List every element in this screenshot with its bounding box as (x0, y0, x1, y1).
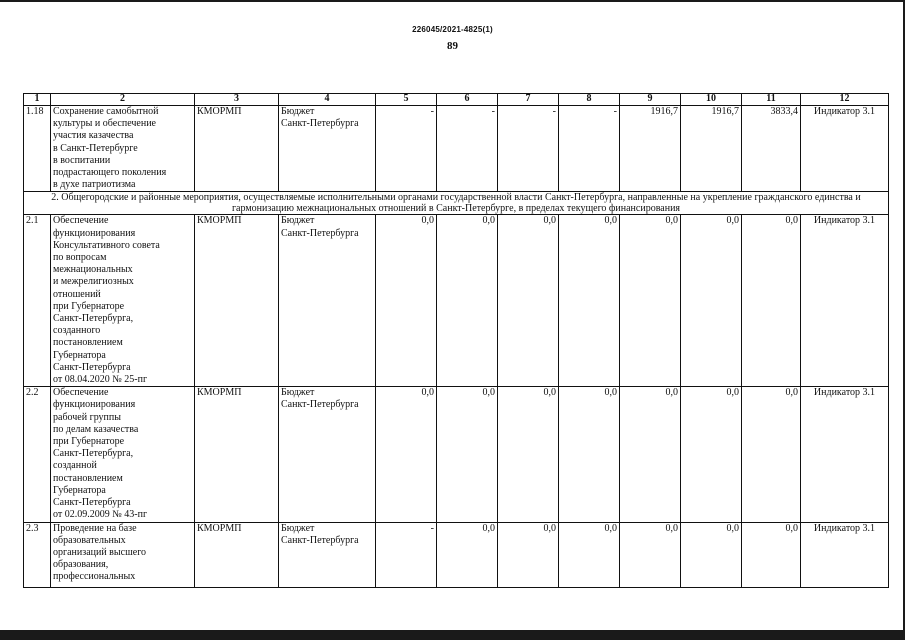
header-cell: 9 (620, 94, 681, 106)
value-col-8: 0,0 (559, 387, 620, 522)
value-col-10: 0,0 (681, 387, 742, 522)
item-executor: КМОРМП (195, 522, 279, 587)
item-executor: КМОРМП (195, 215, 279, 387)
header-cell: 5 (376, 94, 437, 106)
item-number: 2.2 (24, 387, 51, 522)
value-col-7: 0,0 (498, 387, 559, 522)
document-reference: 226045/2021-4825(1) (412, 25, 493, 34)
value-col-11: 0,0 (742, 215, 801, 387)
header-cell: 2 (51, 94, 195, 106)
value-col-8: 0,0 (559, 215, 620, 387)
header-cell: 7 (498, 94, 559, 106)
item-source: Бюджет Санкт-Петербурга (279, 215, 376, 387)
item-name: Обеспечение функционирования Консультативного совета по вопросам межнациональных и межрелигиозных отношений при Губернаторе Санкт-Петербурга, созданного постановлением Губернатора Санкт-Петербурга от 08.04.2020 № 25-пг (51, 215, 195, 387)
value-col-6: 0,0 (437, 522, 498, 587)
item-number: 2.3 (24, 522, 51, 587)
value-col-7: 0,0 (498, 522, 559, 587)
item-name: Сохранение самобытной культуры и обеспечение участия казачества в Санкт-Петербурге в воспитании подрастающего поколения в духе патриотизма (51, 106, 195, 192)
value-col-5: - (376, 106, 437, 192)
header-cell: 6 (437, 94, 498, 106)
header-cell: 10 (681, 94, 742, 106)
item-source: Бюджет Санкт-Петербурга (279, 387, 376, 522)
header-cell: 4 (279, 94, 376, 106)
item-indicator: Индикатор 3.1 (801, 522, 889, 587)
item-number: 2.1 (24, 215, 51, 387)
item-executor: КМОРМП (195, 387, 279, 522)
header-cell: 11 (742, 94, 801, 106)
table-row (24, 106, 889, 192)
value-col-5: - (376, 522, 437, 587)
value-col-7: 0,0 (498, 215, 559, 387)
value-col-9: 0,0 (620, 387, 681, 522)
item-name: Проведение на базе образовательных организаций высшего образования, профессиональных (51, 522, 195, 587)
value-col-6: 0,0 (437, 215, 498, 387)
header-cell: 12 (801, 94, 889, 106)
item-name: Обеспечение функционирования рабочей группы по делам казачества при Губернаторе Санкт-Петербурга, созданной постановлением Губернатора Санкт-Петербурга от 02.09.2009 № 43-пг (51, 387, 195, 522)
table-row (24, 522, 889, 587)
value-col-11: 0,0 (742, 387, 801, 522)
value-col-6: 0,0 (437, 387, 498, 522)
value-col-10: 0,0 (681, 522, 742, 587)
value-col-8: 0,0 (559, 522, 620, 587)
section-row (24, 192, 889, 215)
header-row (24, 94, 889, 106)
value-col-5: 0,0 (376, 387, 437, 522)
value-col-8: - (559, 106, 620, 192)
scan-border-bottom (0, 630, 905, 640)
value-col-6: - (437, 106, 498, 192)
item-indicator: Индикатор 3.1 (801, 387, 889, 522)
value-col-11: 3833,4 (742, 106, 801, 192)
scan-border-top (0, 0, 905, 2)
value-col-5: 0,0 (376, 215, 437, 387)
page-number: 89 (447, 40, 458, 52)
header-cell: 1 (24, 94, 51, 106)
table-row (24, 215, 889, 387)
table-row (24, 387, 889, 522)
item-source: Бюджет Санкт-Петербурга (279, 106, 376, 192)
value-col-9: 0,0 (620, 522, 681, 587)
item-source: Бюджет Санкт-Петербурга (279, 522, 376, 587)
section-heading: 2. Общегородские и районные мероприятия, осуществляемые исполнительными органами государственной власти Санкт-Петербурга, направленные на укрепление гражданского единства и гармонизацию межнациональных отношений в Санкт-Петербурге, в пределах текущего финансирования (24, 192, 889, 215)
value-col-9: 0,0 (620, 215, 681, 387)
value-col-9: 1916,7 (620, 106, 681, 192)
program-table (23, 93, 889, 588)
item-indicator: Индикатор 3.1 (801, 215, 889, 387)
value-col-10: 1916,7 (681, 106, 742, 192)
header-cell: 8 (559, 94, 620, 106)
item-executor: КМОРМП (195, 106, 279, 192)
value-col-10: 0,0 (681, 215, 742, 387)
value-col-11: 0,0 (742, 522, 801, 587)
item-indicator: Индикатор 3.1 (801, 106, 889, 192)
value-col-7: - (498, 106, 559, 192)
header-cell: 3 (195, 94, 279, 106)
item-number: 1.18 (24, 106, 51, 192)
